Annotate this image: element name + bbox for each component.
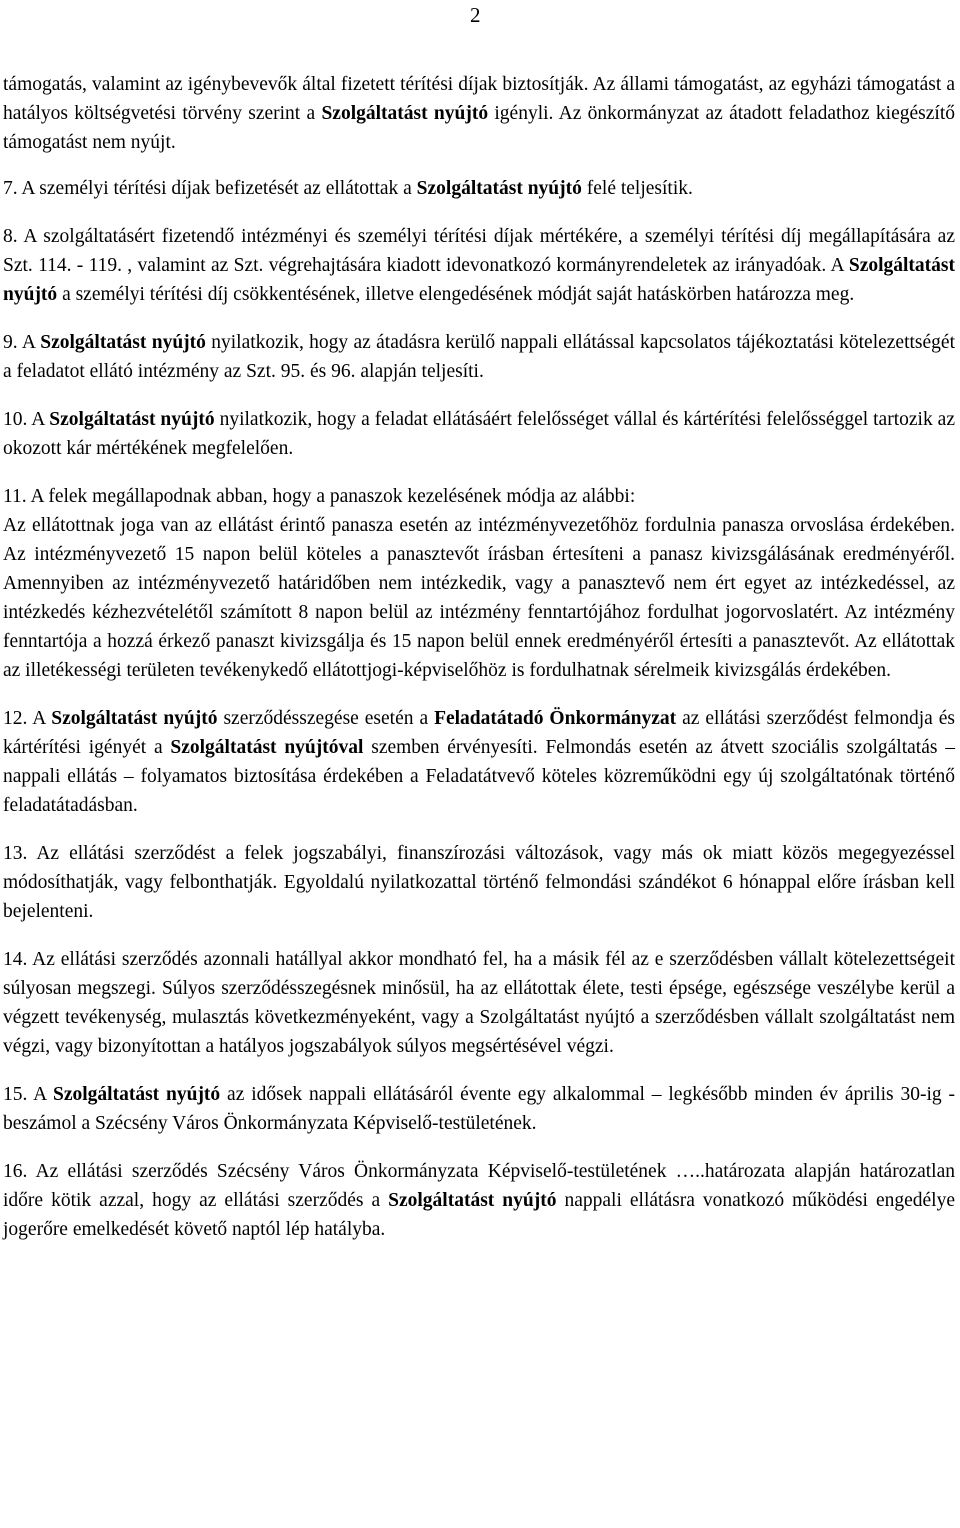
text-segment: az idősek nappali ellátásáról évente egy alkalommal – legkésőbb minden év április 30-ig - beszámol a Szécsény Város Önkormányzata Képviselő-testületének.: [3, 1084, 955, 1134]
text-segment: nyilatkozik, hogy a feladat ellátásáért felelősséget vállal és kártérítési felelősséggel tartozik az okozott kár mértékének megfelelően.: [3, 409, 955, 459]
text-segment: 16. Az ellátási szerződés Szécsény Város Önkormányzata Képviselő-testületének …..határozata alapján határozatlan időre kötik azzal, hogy az ellátási szerződés a: [3, 1161, 955, 1211]
bold-party-name: Szolgáltatást nyújtó: [51, 708, 218, 729]
text-segment: 8. A szolgáltatásért fizetendő intézményi és személyi térítési díjak mértékére, a személyi térítési díj megállapítására az Szt. 114. - 119. , valamint az Szt. végrehajtására kiadott idevonatkozó kormányrendeletek az irányadóak. A: [3, 226, 955, 276]
bold-party-name: Szolgáltatást nyújtó: [388, 1190, 557, 1211]
text-segment: felé teljesítik.: [581, 178, 693, 199]
text-segment: nappali ellátásra vonatkozó működési engedélye jogerőre emelkedését követő naptól lép hatályba.: [3, 1190, 955, 1240]
paragraph-11-lead: 11. A felek megállapodnak abban, hogy a panaszok kezelésének módja az alábbi:: [3, 486, 636, 507]
paragraph-7: [3, 174, 955, 203]
text-segment: 13. Az ellátási szerződést a felek jogszabályi, finanszírozási változások, vagy más ok miatt közös megegyezéssel módosíthatják, vagy felbonthatják. Egyoldalú nyilatkozattal történő felmondási szándékot 6 hónappal előre írásban kell bejelenteni.: [3, 843, 955, 922]
paragraph-9: [3, 328, 955, 386]
text-segment: az ellátási szerződést felmondja és kártérítési igényét a: [3, 708, 956, 758]
paragraph-13: [3, 839, 955, 926]
text-segment: a személyi térítési díj csökkentésének, illetve elengedésének módját saját hatáskörben határozza meg.: [57, 284, 855, 305]
text-segment: szerződésszegése esetén a: [217, 708, 435, 729]
text-segment: szemben érvényesíti. Felmondás esetén az átvett szociális szolgáltatás – nappali ellátás – folyamatos biztosítása érdekében a Feladatátvevő köteles közreműködni egy új szolgáltatónak történő feladatátadásban.: [3, 737, 956, 816]
paragraph-10: [3, 405, 955, 463]
bold-party-name: Szolgáltatást nyújtó: [53, 1084, 221, 1105]
text-segment: 10. A: [3, 409, 50, 430]
paragraph-11: [3, 482, 955, 685]
document-body: [3, 70, 955, 1263]
text-segment: 15. A: [3, 1084, 53, 1105]
paragraph-16: [3, 1157, 955, 1244]
text-segment: igényli. Az önkormányzat az átadott feladathoz kiegészítő támogatást nem nyújt.: [3, 103, 955, 153]
bold-party-name: Szolgáltatást nyújtó: [321, 103, 489, 124]
text-segment: 9. A: [3, 332, 41, 353]
text-segment: 14. Az ellátási szerződés azonnali hatállyal akkor mondható fel, ha a másik fél az e szerződésben vállalt kötelezettségeit súlyosan megszegi. Súlyos szerződésszegésnek minősül, ha az ellátottak élete, testi épsége, egészsége veszélybe kerül a végzett tevékenység, mulasztás következményeként, vagy a Szolgáltatást nyújtó a szerződésben vállalt szolgáltatást nem végzi, vagy bizonyítottan a hatályos jogszabályok súlyos megsértésével végzi.: [3, 949, 955, 1057]
paragraph-8: [3, 222, 955, 309]
paragraph-15: [3, 1080, 955, 1138]
bold-party-name: Feladatátadó Önkormányzat: [434, 708, 677, 729]
paragraph-14: [3, 945, 955, 1061]
bold-party-name: Szolgáltatást nyújtó: [40, 332, 206, 353]
paragraph-11-body: Az ellátottnak joga van az ellátást érintő panasza esetén az intézményvezetőhöz fordulnia panasza orvoslása érdekében. Az intézményvezető 15 napon belül köteles a panasztevőt írásban értesíteni a panasz kivizsgálásának eredményéről. Amennyiben az intézményvezető határidőben nem intézkedik, vagy a panasztevő nem ért egyet az intézkedéssel, az intézkedés kézhezvételétől számított 8 napon belül az intézmény fenntartójához fordulhat jogorvoslatért. Az intézmény fenntartója a hozzá érkező panaszt kivizsgálja és 15 napon belül ennek eredményéről értesíti a panasztevőt. Az ellátottak az illetékességi területen tevékenykedő ellátottjogi-képviselőhöz is fordulhatnak sérelmeik kivizsgálás érdekében.: [3, 515, 955, 681]
bold-party-name: Szolgáltatást nyújtó: [3, 255, 955, 305]
text-segment: 12. A: [3, 708, 52, 729]
bold-party-name: Szolgáltatást nyújtó: [49, 409, 215, 430]
page-number: 2: [470, 3, 481, 27]
text-segment: támogatás, valamint az igénybevevők által fizetett térítési díjak biztosítják. Az állami támogatást, az egyházi támogatást a hatályos költségvetési törvény szerint a: [3, 74, 955, 124]
bold-party-name: Szolgáltatást nyújtó: [416, 178, 582, 199]
text-segment: nyilatkozik, hogy az átadásra kerülő nappali ellátással kapcsolatos tájékoztatási kötelezettségét a feladatot ellátó intézmény az Szt. 95. és 96. alapján teljesíti.: [3, 332, 955, 382]
paragraph-intro: [3, 70, 955, 157]
text-segment: 7. A személyi térítési díjak befizetését az ellátottak a: [3, 178, 417, 199]
bold-party-name: Szolgáltatást nyújtóval: [170, 737, 364, 758]
paragraph-12: [3, 704, 955, 820]
